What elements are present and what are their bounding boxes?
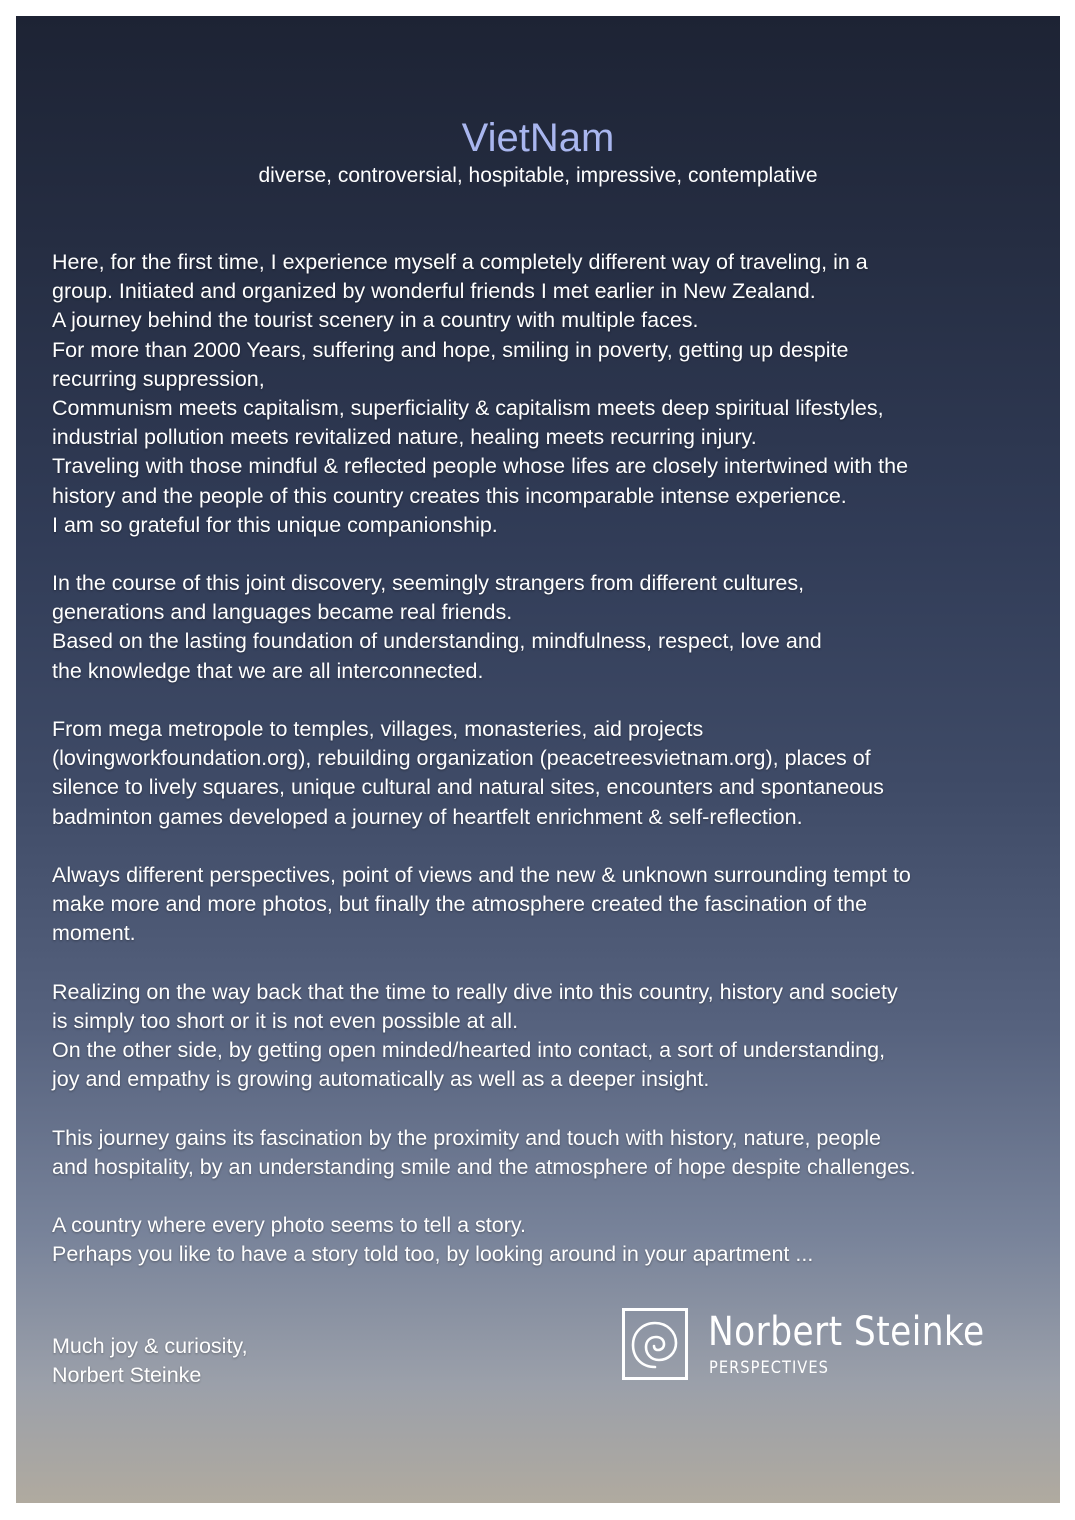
text-line: Communism meets capitalism, superficiality & capitalism meets deep spiritual lifestyles, [52, 395, 884, 420]
text-line: From mega metropole to temples, villages, monasteries, aid projects [52, 717, 704, 741]
text-line: Always different perspectives, point of views and the new & unknown surrounding tempt to [52, 862, 911, 887]
text-line: generations and languages became real friends. [52, 600, 513, 625]
text-line: recurring suppression, [52, 366, 265, 391]
paragraph-gap [52, 949, 1052, 978]
paragraph-gap [52, 1182, 1052, 1211]
signoff-name: Norbert Steinke [52, 1363, 202, 1388]
text-line: and hospitality, by an understanding smile and the atmosphere of hope despite challenges. [52, 1154, 916, 1179]
text-line: (lovingworkfoundation.org), rebuilding organization (peacetreesvietnam.org), places of [52, 746, 871, 771]
page-title: VietNam [461, 116, 615, 160]
text-line: This journey gains its fascination by the proximity and touch with history, nature, people [52, 1125, 881, 1150]
paragraph [52, 861, 1052, 949]
paragraph [52, 248, 1052, 540]
text-line: silence to lively squares, unique cultural and natural sites, encounters and spontaneous [52, 775, 884, 800]
paragraph-gap [52, 686, 1052, 715]
brand-logo [622, 1308, 1042, 1388]
paragraph [52, 978, 1052, 1095]
text-line: moment. [52, 921, 136, 946]
paragraph [52, 715, 1052, 832]
logo-tagline: PERSPECTIVES [709, 1358, 829, 1378]
paragraph [52, 569, 1052, 686]
text-line: Perhaps you like to have a story told too, by looking around in your apartment ... [52, 1242, 814, 1267]
text-line: badminton games developed a journey of heartfelt enrichment & self-reflection. [52, 804, 803, 829]
text-line: Here, for the first time, I experience myself a completely different way of traveling, in a [52, 250, 868, 274]
signoff [52, 1332, 248, 1390]
text-line: Based on the lasting foundation of understanding, mindfulness, respect, love and [52, 629, 822, 654]
spiral-icon [625, 1311, 685, 1377]
signoff-greeting: Much joy & curiosity, [52, 1334, 248, 1358]
text-line: group. Initiated and organized by wonderful friends I met earlier in New Zealand. [52, 279, 816, 304]
text-line: the knowledge that we are all interconnected. [52, 658, 484, 683]
text-line: industrial pollution meets revitalized nature, healing meets recurring injury. [52, 425, 757, 450]
paragraph [52, 1124, 1052, 1182]
text-line: In the course of this joint discovery, seemingly strangers from different cultures, [52, 571, 805, 596]
poster [16, 16, 1060, 1503]
body-text [52, 248, 1052, 1270]
logo-name: Norbert Steinke [708, 1309, 985, 1355]
logo-mark [622, 1308, 688, 1380]
text-line: Realizing on the way back that the time to really dive into this country, history and society [52, 979, 898, 1004]
text-line: A journey behind the tourist scenery in a country with multiple faces. [52, 308, 699, 333]
paragraph [52, 1211, 1052, 1269]
paragraph-gap [52, 832, 1052, 861]
page-subtitle: diverse, controversial, hospitable, impressive, contemplative [258, 164, 818, 187]
paragraph-gap [52, 540, 1052, 569]
text-line: make more and more photos, but finally the atmosphere created the fascination of the [52, 892, 868, 917]
text-line: is simply too short or it is not even possible at all. [52, 1008, 519, 1033]
text-line: history and the people of this country creates this incomparable intense experience. [52, 483, 847, 508]
text-line: A country where every photo seems to tell a story. [52, 1213, 527, 1238]
text-line: Traveling with those mindful & reflected people whose lifes are closely intertwined with the [52, 454, 909, 479]
text-line: I am so grateful for this unique companionship. [52, 512, 498, 537]
paragraph-gap [52, 1094, 1052, 1123]
text-line: For more than 2000 Years, suffering and hope, smiling in poverty, getting up despite [52, 337, 849, 362]
text-line: On the other side, by getting open minded/hearted into contact, a sort of understanding, [52, 1038, 886, 1063]
text-line: joy and empathy is growing automatically as well as a deeper insight. [52, 1067, 710, 1092]
